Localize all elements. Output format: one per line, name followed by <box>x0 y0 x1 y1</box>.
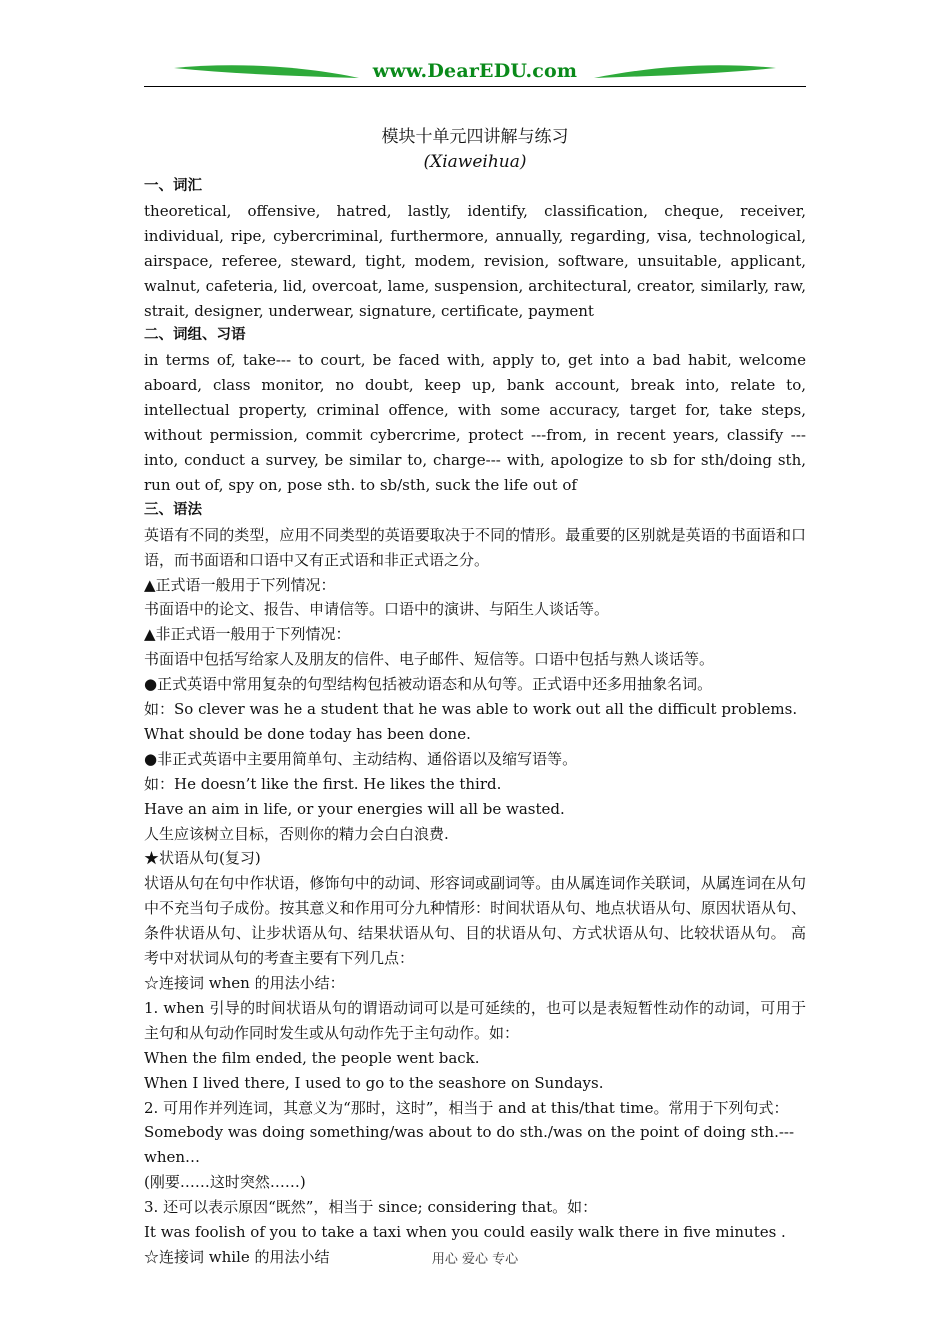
page-footer: 用心 爱心 专心 <box>431 1252 519 1267</box>
grammar-paragraph: 2. 可用作并列连词，其意义为“那时，这时”，相当于 and at this/that time。常用于下列句式： <box>144 1098 789 1117</box>
document-title: 模块十单元四讲解与练习 <box>381 127 569 147</box>
grammar-paragraph: ●正式英语中常用复杂的句型结构包括被动语态和从句等。正式语中还多用抽象名词。 <box>144 675 713 694</box>
grammar-example: It was foolish of you to take a taxi when you could easily walk there in five minutes . <box>144 1223 786 1242</box>
phrase-list: in terms of, take--- to court, be faced with, apply to, get into a bad habit, welcome aboard, class monitor, no doubt, keep up, bank account, break into, relate to, intellectual property, criminal offence, with some accuracy, target for, take steps, without permission, commit cybercrime, protect ---from, in recent years, classify ---into, conduct a survey, be similar to, charge--- with, apologize to sb for sth/doing sth, run out of, spy on, pose sth. to sb/sth, suck the life out of <box>144 351 806 494</box>
grammar-paragraph: 书面语中包括写给家人及朋友的信件、电子邮件、短信等。口语中包括与熟人谈话等。 <box>144 650 715 669</box>
grammar-example: (刚要……这时突然……) <box>144 1173 306 1192</box>
section-heading-vocabulary: 一、词汇 <box>144 178 202 194</box>
grammar-example: 如：He doesn’t like the first. He likes the third. <box>144 774 502 793</box>
grammar-example: When the film ended, the people went back. <box>144 1048 480 1067</box>
grammar-example: 如：So clever was he a student that he was able to work out all the difficult problems. <box>144 700 798 719</box>
grammar-subheading: ☆连接词 while 的用法小结 <box>144 1247 330 1266</box>
grammar-example: Have an aim in life, or your energies will all be wasted. <box>144 799 565 818</box>
document-author: (Xiaweihua) <box>423 152 527 172</box>
grammar-paragraph: ▲非正式语一般用于下列情况： <box>144 625 351 644</box>
section-heading-grammar: 三、语法 <box>144 501 202 518</box>
grammar-subheading: ☆连接词 when 的用法小结： <box>144 974 345 992</box>
document-body <box>144 174 806 1270</box>
grammar-subheading: ★状语从句(复习) <box>144 849 261 868</box>
header-rule <box>144 86 806 87</box>
grammar-example: What should be done today has been done. <box>144 724 471 743</box>
logo-text: www.DearEDU.com <box>372 60 578 82</box>
grammar-paragraph: 3. 还可以表示原因“既然”，相当于 since; considering that。如： <box>144 1198 598 1217</box>
grammar-paragraph: 英语有不同的类型，应用不同类型的英语要取决于不同的情形。最重要的区别就是英语的书面语和口语，而书面语和口语中又有正式语和非正式语之分。 <box>144 525 806 569</box>
grammar-example: 人生应该树立目标，否则你的精力会白白浪费. <box>144 824 449 843</box>
grammar-paragraph: 书面语中的论文、报告、申请信等。口语中的演讲、与陌生人谈话等。 <box>144 600 610 619</box>
grammar-paragraph: 1. when 引导的时间状语从句的谓语动词可以是可延续的，也可以是表短暂性动作的动词，可用于主句和从句动作同时发生或从句动作先于主句动作。如： <box>144 998 806 1042</box>
vocabulary-list: theoretical, offensive, hatred, lastly, identify, classification, cheque, receiver, individual, ripe, cybercriminal, furthermore, annually, regarding, visa, technological, airspace, referee, steward, tight, modem, revision, software, unsuitable, applicant, walnut, cafeteria, lid, overcoat, lame, suspension, architectural, creator, similarly, raw, strait, designer, underwear, signature, certificate, payment <box>144 201 806 320</box>
grammar-paragraph: ▲正式语一般用于下列情况： <box>144 575 336 594</box>
grammar-paragraph: ●非正式英语中主要用简单句、主动结构、通俗语以及缩写语等。 <box>144 749 578 768</box>
grammar-paragraph: 状语从句在句中作状语，修饰句中的动词、形容词或副词等。由从属连词作关联词，从属连词在从句中不充当句子成份。按其意义和作用可分九种情形：时间状语从句、地点状语从句、原因状语从句、条件状语从句、让步状语从句、结果状语从句、目的状语从句、方式状语从句、比较状语从句。 高考中对状词从句的考查主要有下列几点： <box>144 874 806 968</box>
grammar-example: Somebody was doing something/was about to do sth./was on the point of doing sth.---when… <box>144 1123 795 1167</box>
grammar-example: When I lived there, I used to go to the seashore on Sundays. <box>144 1073 604 1092</box>
section-heading-phrases: 二、词组、习语 <box>144 327 246 344</box>
